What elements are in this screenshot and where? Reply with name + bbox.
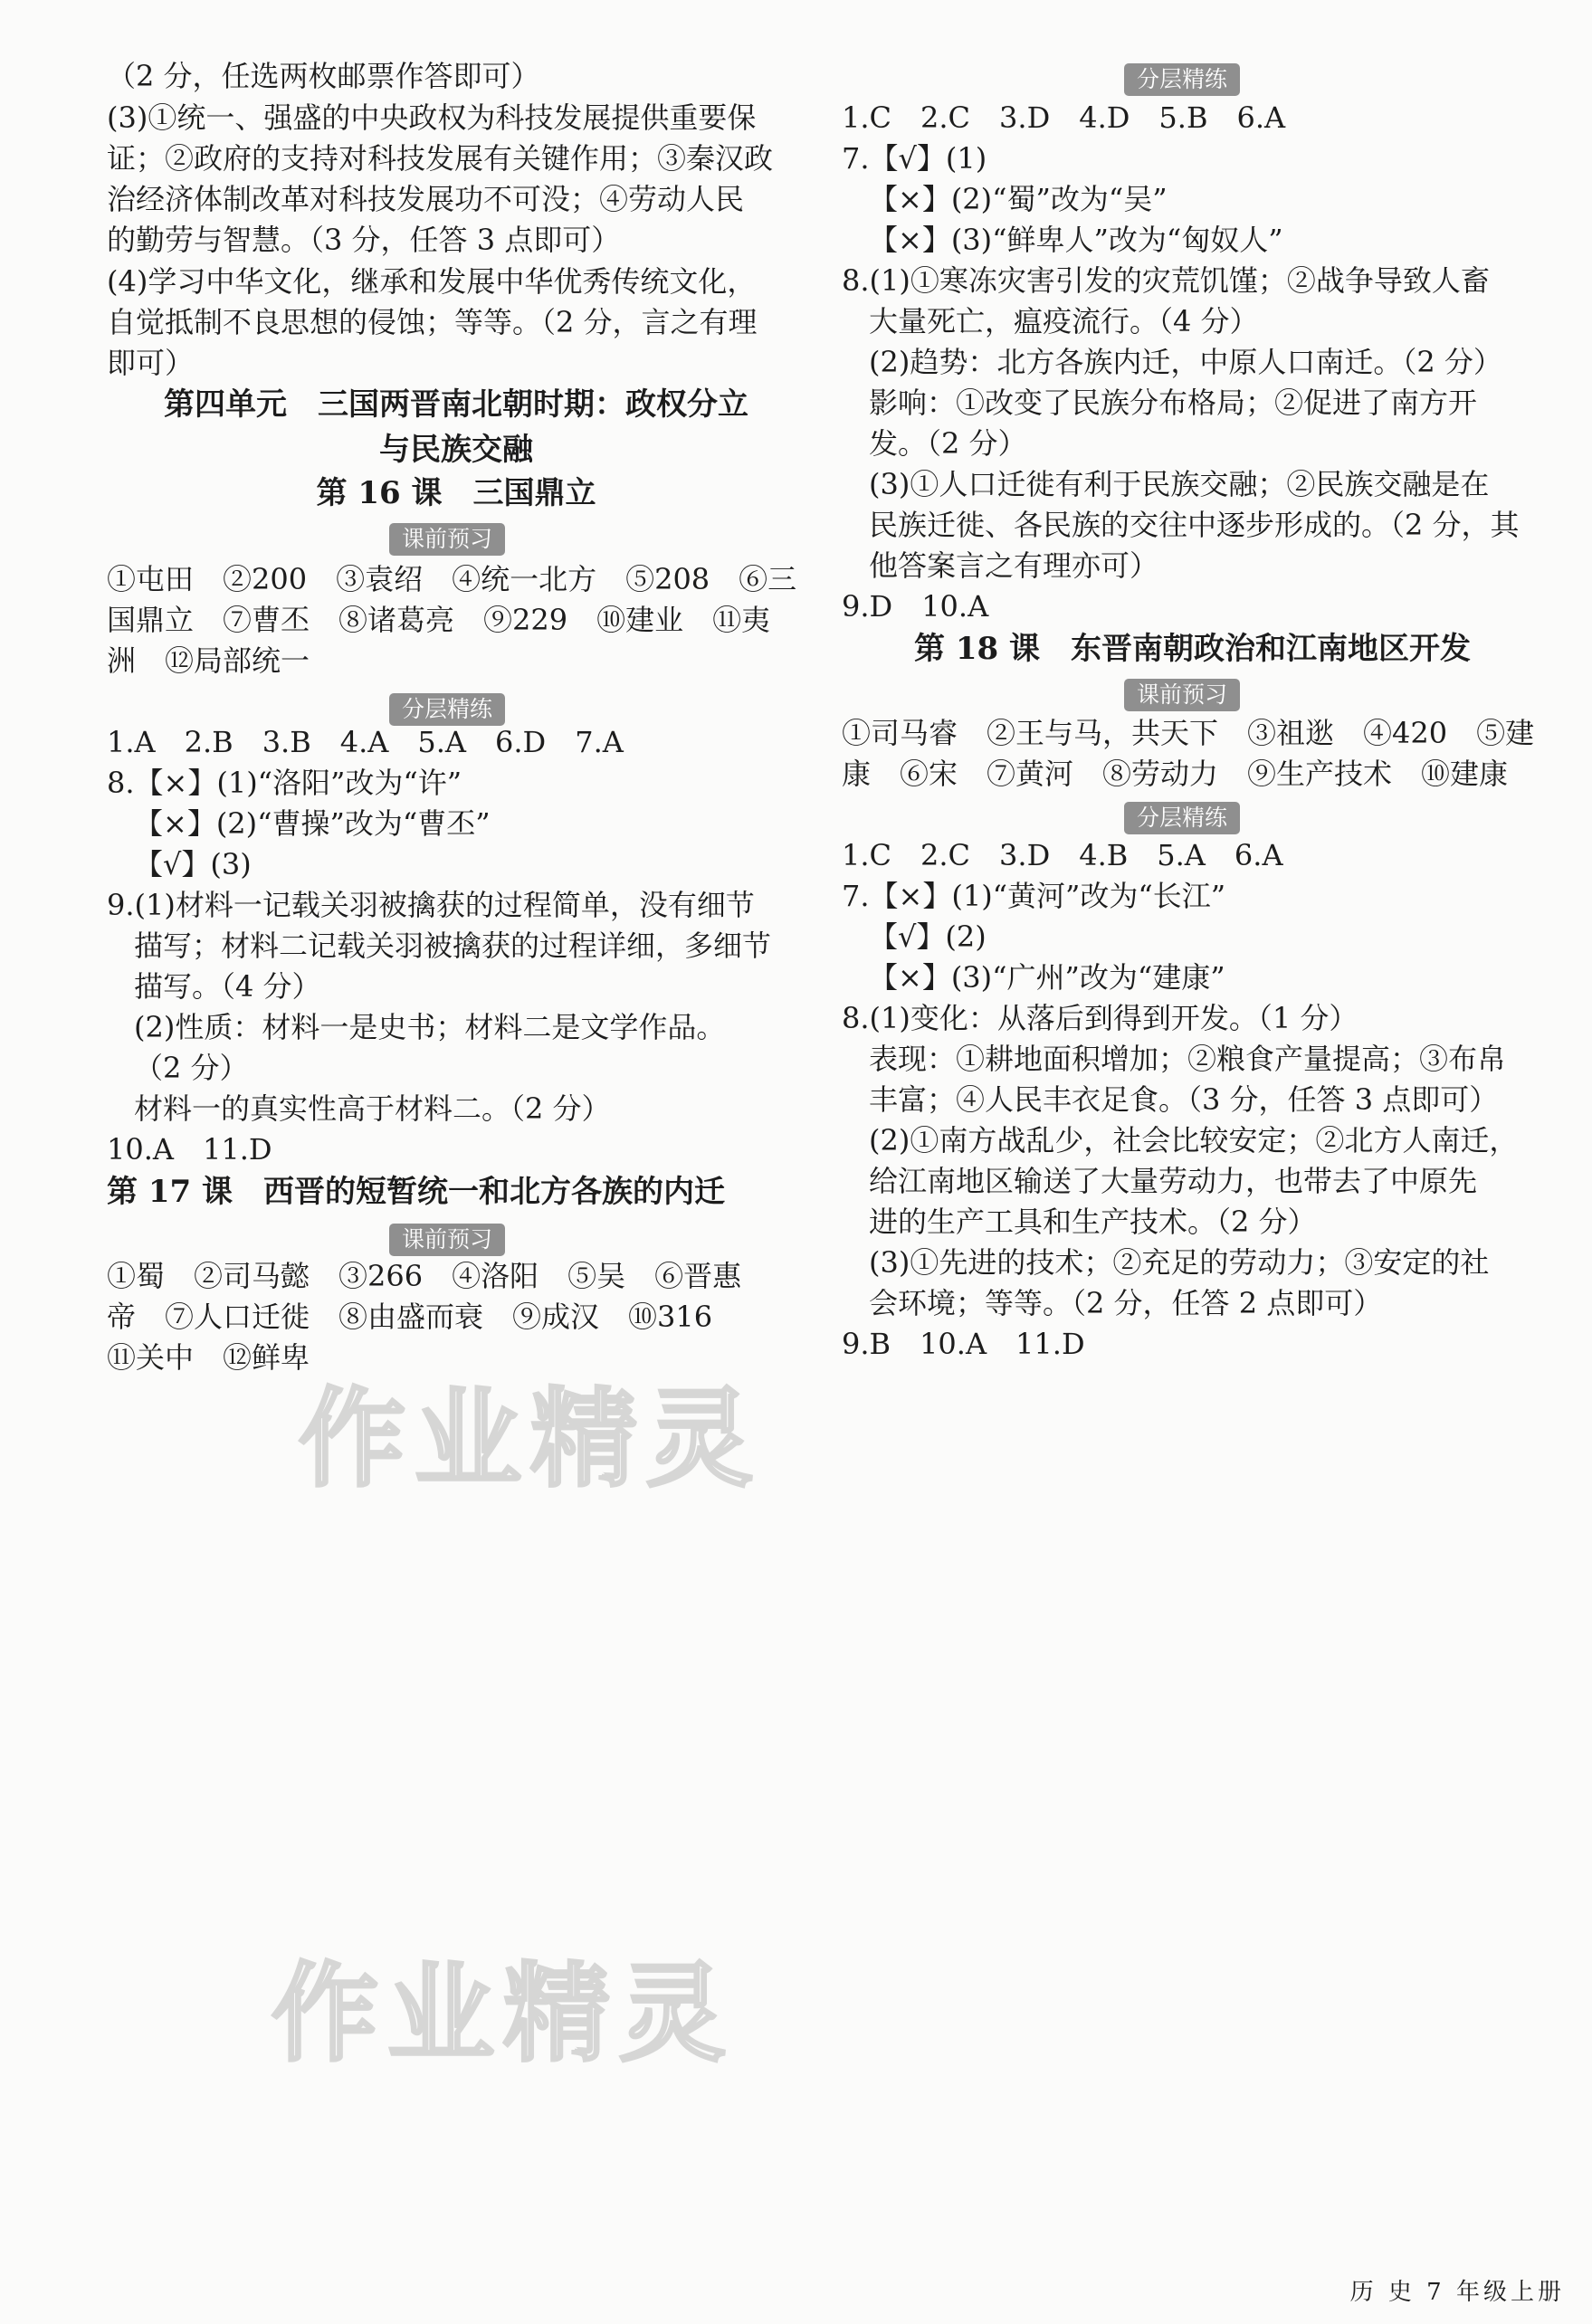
preview-badge: 课前预习 bbox=[1124, 679, 1240, 711]
preview-badge: 课前预习 bbox=[389, 523, 505, 556]
text-line: 【×】(3)“鲜卑人”改为“匈奴人” bbox=[869, 223, 1283, 257]
text-line: 9.(1)材料一记载关羽被擒获的过程简单，没有细节 bbox=[107, 888, 755, 922]
text-line: 治经济体制改革对科技发展功不可没；④劳动人民 bbox=[107, 182, 745, 216]
text-line: 10.A 11.D bbox=[107, 1132, 272, 1167]
text-line: 康 ⑥宋 ⑦黄河 ⑧劳动力 ⑨生产技术 ⑩建康 bbox=[842, 757, 1509, 791]
text-line: 1.C 2.C 3.D 4.B 5.A 6.A bbox=[842, 838, 1283, 872]
text-line: 民族迁徙、各民族的交往中逐步形成的。（2 分，其 bbox=[869, 508, 1520, 542]
text-line: (2)性质：材料一是史书；材料二是文学作品。 bbox=[134, 1010, 726, 1044]
text-line: 影响：①改变了民族分布格局；②促进了南方开 bbox=[869, 386, 1478, 420]
text-line: 表现：①耕地面积增加；②粮食产量提高；③布帛 bbox=[869, 1042, 1507, 1076]
text-line: 8.【×】(1)“洛阳”改为“许” bbox=[107, 766, 462, 800]
text-line: (3)①人口迁徙有利于民族交融；②民族交融是在 bbox=[869, 467, 1490, 501]
text-line: 他答案言之有理亦可） bbox=[869, 548, 1159, 583]
text-line: 1.C 2.C 3.D 4.D 5.B 6.A bbox=[842, 100, 1286, 135]
text-line: 7.【√】(1) bbox=[842, 141, 987, 176]
text-line: （2 分） bbox=[134, 1051, 249, 1085]
text-line: (2)趋势：北方各族内迁，中原人口南迁。（2 分） bbox=[869, 345, 1502, 379]
text-line: 9.D 10.A bbox=[842, 589, 989, 624]
practice-badge: 分层精练 bbox=[1124, 63, 1240, 96]
text-line: 【×】(3)“广州”改为“建康” bbox=[869, 960, 1225, 995]
page-footer: 历 史 7 年级上册 bbox=[1349, 2279, 1565, 2306]
text-line: 洲 ⑫局部统一 bbox=[107, 643, 310, 678]
text-line: ①屯田 ②200 ③袁绍 ④统一北方 ⑤208 ⑥三 bbox=[107, 562, 797, 596]
unit-title-cont: 与民族交融 bbox=[379, 432, 533, 468]
text-line: 7.【×】(1)“黄河”改为“长江” bbox=[842, 879, 1226, 913]
text-line: 1.A 2.B 3.B 4.A 5.A 6.D 7.A bbox=[107, 725, 624, 759]
text-line: (2)①南方战乱少，社会比较安定；②北方人南迁， bbox=[869, 1123, 1519, 1157]
unit-title: 第四单元 三国两晋南北朝时期：政权分立 bbox=[164, 386, 748, 423]
practice-badge: 分层精练 bbox=[389, 693, 505, 726]
text-line: ⑪关中 ⑫鲜卑 bbox=[107, 1340, 310, 1375]
text-line: 【√】(2) bbox=[869, 919, 987, 954]
practice-badge: 分层精练 bbox=[1124, 802, 1240, 834]
text-line: (3)①先进的技术；②充足的劳动力；③安定的社 bbox=[869, 1245, 1490, 1280]
text-line: 9.B 10.A 11.D bbox=[842, 1327, 1085, 1361]
text-line: 进的生产工具和生产技术。（2 分） bbox=[869, 1205, 1317, 1239]
text-line: ①司马睿 ②王与马，共天下 ③祖逖 ④420 ⑤建 bbox=[842, 716, 1535, 750]
text-line: 给江南地区输送了大量劳动力，也带去了中原先 bbox=[869, 1164, 1478, 1198]
text-line: 大量死亡，瘟疫流行。（4 分） bbox=[869, 304, 1259, 338]
lesson-17-title: 第 17 课 西晋的短暂统一和北方各族的内迁 bbox=[107, 1174, 725, 1210]
text-line: 描写；材料二记载关羽被擒获的过程详细，多细节 bbox=[134, 929, 772, 963]
lesson-16-title: 第 16 课 三国鼎立 bbox=[316, 475, 596, 511]
text-line: 【√】(3) bbox=[134, 847, 252, 881]
text-line: ①蜀 ②司马懿 ③266 ④洛阳 ⑤吴 ⑥晋惠 bbox=[107, 1259, 742, 1293]
text-line: 【×】(2)“蜀”改为“吴” bbox=[869, 182, 1168, 216]
text-line: 8.(1)变化：从落后到得到开发。（1 分） bbox=[842, 1001, 1358, 1035]
text-line: 丰富；④人民丰衣足食。（3 分，任答 3 点即可） bbox=[869, 1082, 1499, 1117]
text-line: 自觉抵制不良思想的侵蚀；等等。（2 分，言之有理 bbox=[107, 305, 758, 339]
watermark: 作业精灵 bbox=[272, 1951, 736, 2076]
text-line: 【×】(2)“曹操”改为“曹丕” bbox=[134, 806, 491, 841]
text-line: (3)①统一、强盛的中央政权为科技发展提供重要保 bbox=[107, 100, 757, 135]
text-line: 描写。（4 分） bbox=[134, 969, 321, 1004]
watermark: 作业精灵 bbox=[299, 1376, 763, 1501]
lesson-18-title: 第 18 课 东晋南朝政治和江南地区开发 bbox=[914, 631, 1471, 667]
text-line: （2 分，任选两枚邮票作答即可） bbox=[107, 59, 540, 93]
text-line: 的勤劳与智慧。（3 分，任答 3 点即可） bbox=[107, 223, 621, 257]
text-line: 国鼎立 ⑦曹丕 ⑧诸葛亮 ⑨229 ⑩建业 ⑪夷 bbox=[107, 603, 771, 637]
text-line: 发。（2 分） bbox=[869, 426, 1027, 461]
text-line: 8.(1)①寒冻灾害引发的灾荒饥馑；②战争导致人畜 bbox=[842, 263, 1490, 298]
text-line: 即可） bbox=[107, 346, 195, 380]
text-line: (4)学习中华文化，继承和发展中华优秀传统文化， bbox=[107, 264, 757, 299]
text-line: 材料一的真实性高于材料二。（2 分） bbox=[134, 1091, 611, 1126]
text-line: 证；②政府的支持对科技发展有关键作用；③秦汉政 bbox=[107, 141, 774, 176]
text-line: 会环境；等等。（2 分，任答 2 点即可） bbox=[869, 1286, 1383, 1320]
preview-badge: 课前预习 bbox=[389, 1224, 505, 1256]
text-line: 帝 ⑦人口迁徙 ⑧由盛而衰 ⑨成汉 ⑩316 bbox=[107, 1300, 713, 1334]
